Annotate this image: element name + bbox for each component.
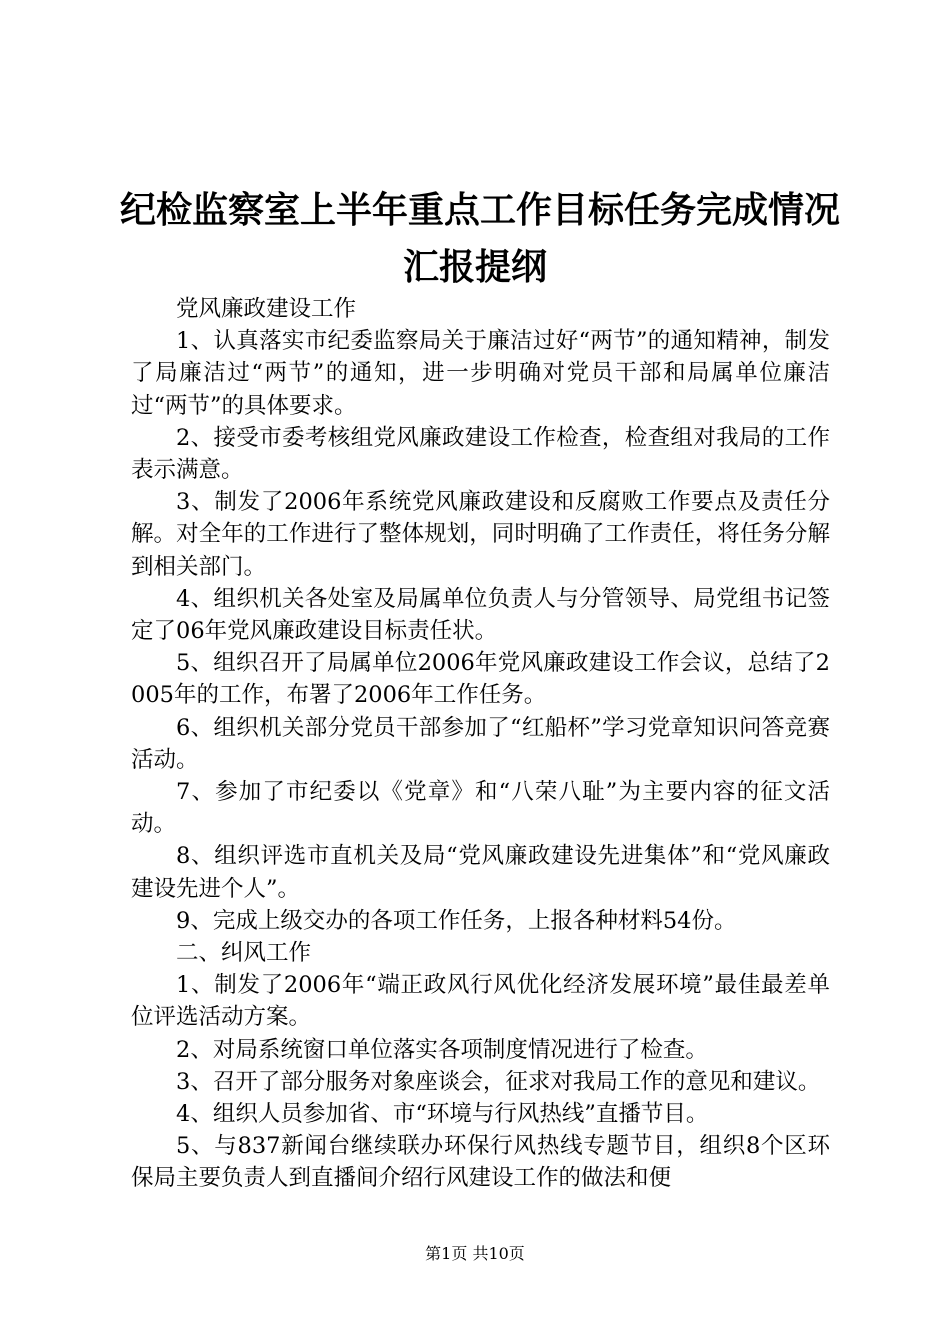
paragraph-item-1: 1、认真落实市纪委监察局关于廉洁过好“两节”的通知精神，制发了局廉洁过“两节”的通知，进一步明确对党员干部和局属单位廉洁过“两节”的具体要求。: [131, 328, 830, 419]
paragraph-item-6: 6、组织机关部分党员干部参加了“红船杯”学习党章知识问答竞赛活动。: [131, 714, 830, 773]
document-title-line-2: 汇报提纲: [402, 246, 547, 288]
paragraph-item-9: 9、完成上级交办的各项工作任务，上报各种材料54份。: [176, 907, 737, 934]
paragraph-item-3: 3、召开了部分服务对象座谈会，征求对我局工作的意见和建议。: [176, 1068, 821, 1095]
paragraph-item-2: 2、对局系统窗口单位落实各项制度情况进行了检查。: [176, 1036, 708, 1063]
paragraph-item-8: 8、组织评选市直机关及局“党风廉政建设先进集体”和“党风廉政建设先进个人”。: [131, 843, 830, 902]
paragraph-item-7: 7、参加了市纪委以《党章》和“八荣八耻”为主要内容的征文活动。: [131, 779, 830, 838]
paragraph-item-4: 4、组织机关各处室及局属单位负责人与分管领导、局党组书记签定了06年党风廉政建设目标责任状。: [131, 585, 830, 645]
paragraph-item-1: 1、制发了2006年“端正政风行风优化经济发展环境”最佳最差单位评选活动方案。: [131, 972, 830, 1031]
page-number-footer: 第1页 共10页: [425, 1244, 525, 1263]
document-body: [131, 293, 830, 1195]
paragraph-item-5: 5、组织召开了局属单位2006年党风廉政建设工作会议，总结了2005年的工作，布署了2006年工作任务。: [131, 650, 830, 709]
section-heading-party-style: 党风廉政建设工作: [176, 296, 357, 322]
section-heading-correction: 二、纠风工作: [176, 940, 312, 967]
paragraph-item-4: 4、组织人员参加省、市“环境与行风热线”直播节目。: [176, 1101, 709, 1128]
document-title-line-1: 纪检监察室上半年重点工作目标任务完成情况: [120, 189, 841, 231]
paragraph-item-2: 2、接受市委考核组党风廉政建设工作检查，检查组对我局的工作表示满意。: [131, 424, 830, 484]
paragraph-item-5: 5、与837新闻台继续联办环保行风热线专题节目，组织8个区环保局主要负责人到直播间介绍行风建设工作的做法和便: [131, 1133, 830, 1192]
paragraph-item-3: 3、制发了2006年系统党风廉政建设和反腐败工作要点及责任分解。对全年的工作进行了整体规划，同时明确了工作责任，将任务分解到相关部门。: [131, 489, 830, 580]
